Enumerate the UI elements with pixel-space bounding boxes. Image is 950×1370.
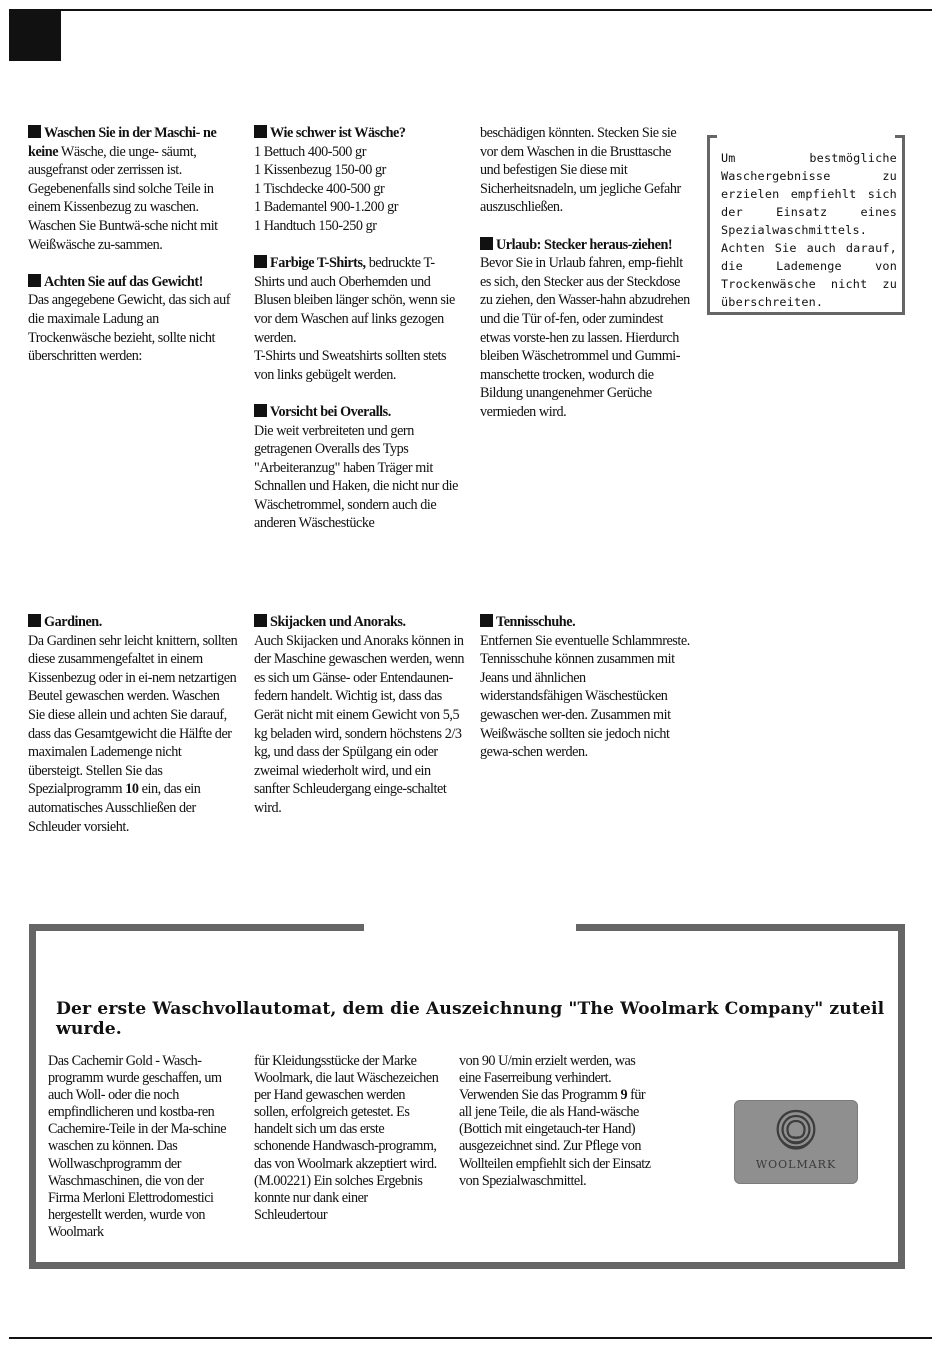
top-rule <box>9 9 932 11</box>
woolmark-logo-text: WOOLMARK <box>755 1158 837 1171</box>
woolmark-column-3: von 90 U/min erzielt werden, was eine Faserreibung verhindert. Verwenden Sie das Programm 9 für all jene Teile, die als Hand-wäsche (Bottich mit eingetauch-ter Hand) ausgezeichnet sind. Zur Pflege von Wollteilen empfiehlt sich der Einsatz von Spezialwaschmittel. <box>459 1053 651 1189</box>
bullet-square-icon <box>254 404 267 417</box>
column-1 <box>28 124 238 366</box>
woolmark-logo <box>734 1100 858 1184</box>
bottom-rule <box>9 1337 932 1339</box>
weight-item: 1 Bettuch 400-500 gr <box>254 143 366 160</box>
section-overalls: Vorsicht bei Overalls. Die weit verbreiteten und gern getragenen Overalls des Typs "Arbeiteranzug" haben Träger mit Schnallen und Haken, die nicht nur die Wäschetrommel, sondern auch die anderen Wäschestücke <box>254 403 458 532</box>
section-tshirts: Farbige T-Shirts, bedruckte T-Shirts und auch Oberhemden und Blusen bleiben länger schön, wenn sie vor dem Waschen auf links gezogen werden. T-Shirts und Sweatshirts sollten stets von links gebügelt werden. <box>254 255 455 383</box>
tip-text: Um bestmögliche Waschergebnisse zu erzielen empfiehlt sich der Einsatz eines Spezialwaschmittels. Achten Sie auch darauf, die Lademenge von Trockenwäsche nicht zu überschreiten. <box>721 151 897 309</box>
woolmark-box <box>29 924 905 1269</box>
section-tennis-shoes: Tennisschuhe. Entfernen Sie eventuelle Schlammreste. Tennisschuhe können zusammen mit Jeans und ähnlichen widerstandsfähigen Wäschestücken gewaschen wer-den. Zusammen mit Weißwäsche sollten sie jedoch nicht gewa-schen werden. <box>480 614 690 761</box>
bullet-square-icon <box>254 255 267 268</box>
section-curtains: Gardinen. Da Gardinen sehr leicht knittern, sollten diese zusammengefaltet in einem Kissenbezug oder in ei-nem netzartigen Beutel gewaschen werden. Waschen Sie diese allein und achten Sie darauf, dass das Gesamtgewicht die Hälfte der maximalen Lademenge nicht übersteigt. Stellen Sie das Spezialprogramm 10 ein, das ein automatisches Ausschließen der Schleuder vorsieht. <box>28 614 238 835</box>
section-overalls-continued: beschädigen könnten. Stecken Sie sie vor dem Waschen in die Brusttasche und befestigen Sie diese mit Sicherheitsnadeln, um jegliche Gefahr auszuschließen. <box>480 125 681 216</box>
column-3 <box>480 124 690 422</box>
woolmark-column-2: für Kleidungsstücke der Marke Woolmark, die laut Wäschezeichen per Hand gewaschen werden sollen, erfolgreich getestet. Es handelt sich um das erste schonende Handwasch-programm, das von Woolmark akzeptiert wird. (M.00221) Ein solches Ergebnis konnte nur dank einer Schleudertour <box>254 1053 439 1223</box>
woolmark-title: Der erste Waschvollautomat, dem die Auszeichnung "The Woolmark Company" zuteil wurde. <box>56 999 885 1039</box>
section-vacation: Urlaub: Stecker heraus-ziehen! Bevor Sie in Urlaub fahren, emp-fiehlt es sich, den Stecker aus der Steckdose zu ziehen, den Wasser-hahn abzudrehen und die Tür of-fen, oder zumindest etwas vorste-hen zu lassen. Hierdurch bleiben Wäschetrommel und Gummi-manschette trocken, wodurch die Bildung unangenehmer Gerüche vermieden wird. <box>480 236 690 420</box>
section-weight: Achten Sie auf das Gewicht! Das angegebene Gewicht, das sich auf die maximale Ladung an Trockenwäsche bezieht, sollte nicht überschritten werden: <box>28 273 231 365</box>
weight-item: 1 Tischdecke 400-500 gr <box>254 180 385 197</box>
section-no-damaged-laundry: Waschen Sie in der Maschi- ne keine Wäsche, die unge- säumt, ausgefranst oder zerrissen ist. Gegebenenfalls sind solche Teile in einem Kissenbezug zu waschen. Waschen Sie Buntwä-sche nicht mit Weißwäsche zu-sammen. <box>28 125 218 253</box>
bullet-square-icon <box>480 237 493 250</box>
weight-item: 1 Handtuch 150-250 gr <box>254 217 377 234</box>
bullet-square-icon <box>254 125 267 138</box>
bullet-square-icon <box>28 125 41 138</box>
column-2 <box>254 124 464 533</box>
bullet-square-icon <box>28 274 41 287</box>
tip-box <box>707 135 905 315</box>
bullet-square-icon <box>480 614 493 627</box>
woolmark-column-1: Das Cachemir Gold - Wasch-programm wurde geschaffen, um auch Woll- oder die noch empfindlicheren und kostba-ren Cachemire-Teile in der Ma-schine waschen zu können. Das Wollwaschprogramm der Waschmaschinen, die von der Firma Merloni Elettrodomestici hergestellt werden, wurde von Woolmark <box>48 1053 226 1240</box>
bullet-square-icon <box>28 614 41 627</box>
section-laundry-weights: Wie schwer ist Wäsche? 1 Bettuch 400-500 gr 1 Kissenbezug 150-00 gr 1 Tischdecke 400-500 gr 1 Bademantel 900-1.200 gr 1 Handtuch 150-250 gr <box>254 125 406 234</box>
section-ski-jackets: Skijacken und Anoraks. Auch Skijacken und Anoraks können in der Maschine gewaschen werden, wenn es sich um Gänse- oder Entendaunen-federn handelt. Wichtig ist, dass das Gerät nicht mit einem Gewicht von 5,5 kg beladen wird, sondern höchstens 2/3 kg, und dass der Spülgang ein oder zweimal wiederholt wird, und ein sanfter Schleudergang einge-schaltet wird. <box>254 614 464 816</box>
woolmark-symbol-icon <box>770 1107 822 1155</box>
weight-item: 1 Bademantel 900-1.200 gr <box>254 199 398 216</box>
weight-item: 1 Kissenbezug 150-00 gr <box>254 162 386 179</box>
bullet-square-icon <box>254 614 267 627</box>
page-corner-marker <box>9 9 61 61</box>
